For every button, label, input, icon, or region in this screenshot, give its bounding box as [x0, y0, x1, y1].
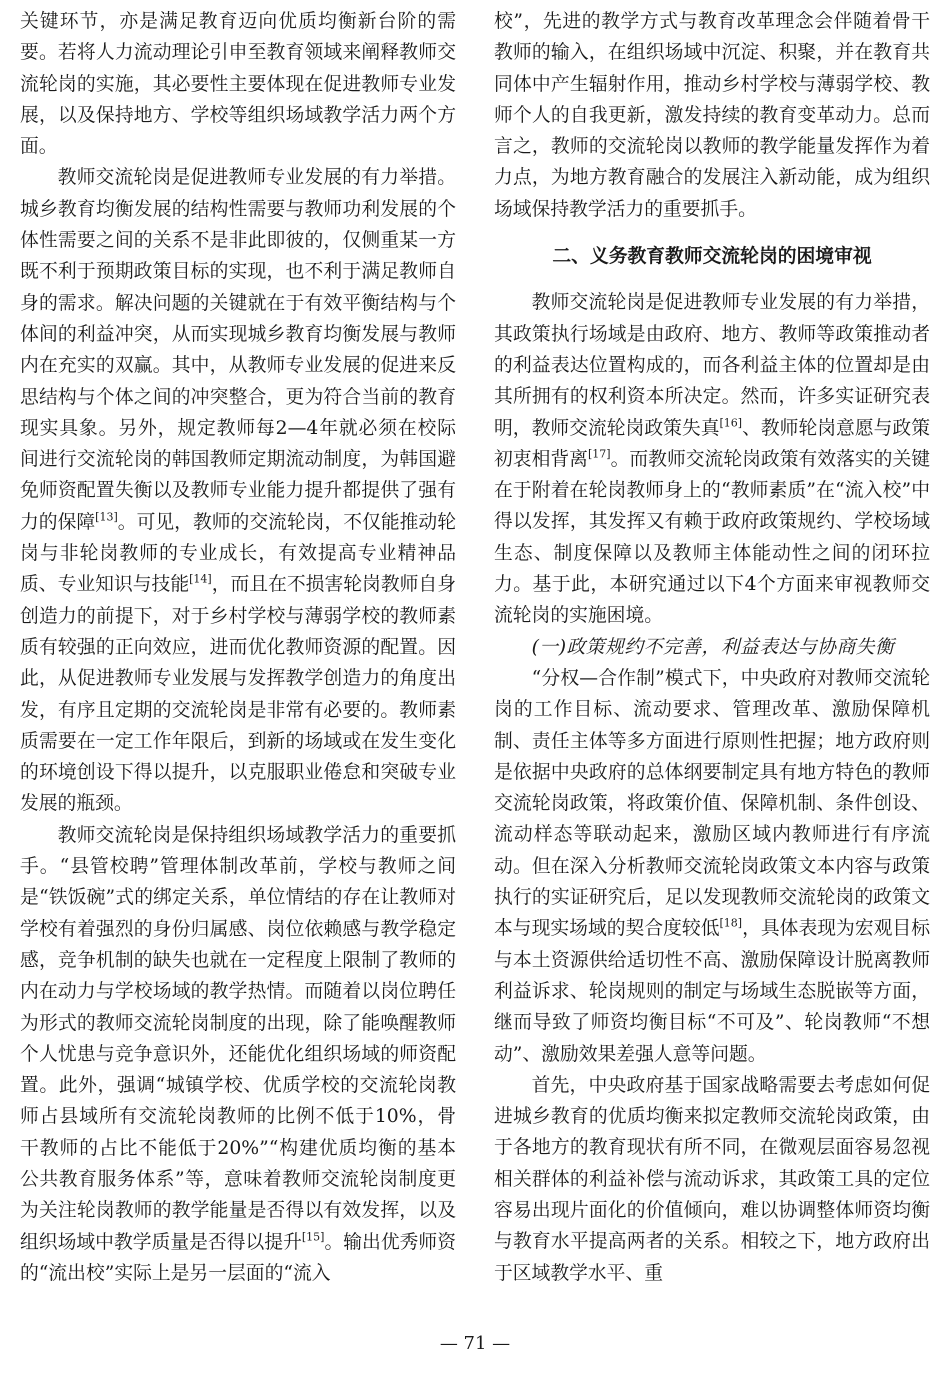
page-number: — 71 —: [439, 1333, 511, 1354]
paragraph: [494, 287, 930, 631]
text-run: 教师交流轮岗是促进教师专业发展的有力举措，其政策执行场域是由政府、地方、教师等政策推动者的利益表达位置构成的，而各利益主体的位置却是由其所拥有的权利资本所决定。然而，许多实证研究表明，教师交流轮岗政策失真: [494, 292, 930, 439]
citation[interactable]: [13]: [95, 510, 118, 524]
subsection-heading: (一)政策规约不完善，利益表达与协商失衡: [531, 636, 895, 658]
section-heading: 二、义务教育教师交流轮岗的困境审视: [552, 246, 872, 268]
right-column: [494, 6, 930, 1289]
paragraph: [20, 820, 456, 1289]
text-run: 。而教师交流轮岗政策有效落实的关键在于附着在轮岗教师身上的“教师素质”在“流入校”中得以发挥，其发挥又有赖于政府政策规约、学校场域生态、制度保障以及教师主体能动性之间的闭环拉力。基于此，本研究通过以下4个方面来审视教师交流轮岗的实施困境。: [494, 448, 931, 627]
citation[interactable]: [16]: [719, 416, 743, 430]
text-run: 。可见，教师的交流轮岗，不仅能推动轮岗与非轮岗教师的专业成长，有效提高专业精神品质、专业知识与技能: [20, 511, 457, 596]
text-run: 教师交流轮岗是促进教师专业发展的有力举措。城乡教育均衡发展的结构性需要与教师功利发展的个体性需要之间的关系不是非此即彼的，仅侧重某一方既不利于预期政策目标的实现，也不利于满足教师自身的需求。解决问题的关键就在于有效平衡结构与个体间的利益冲突，从而实现城乡教育均衡发展与教师内在充实的双赢。其中，从教师专业发展的促进来反思结构与个体之间的冲突整合，更为符合当前的教育现实具象。另外，规定教师每2—4年就必须在校际间进行交流轮岗的韩国教师定期流动制度，为韩国避免师资配置失衡以及教师专业能力提升都提供了强有力的保障: [20, 167, 456, 533]
text-run: ，而且在不损害轮岗教师自身创造力的前提下，对于乡村学校与薄弱学校的教师素质有较强的正向效应，进而优化教师资源的配置。因此，从促进教师专业发展与发挥教学创造力的角度出发，有序且定期的交流轮岗是非常有必要的。教师素质需要在一定工作年限后，到新的场域或在发生变化的环境创设下得以提升，以克服职业倦怠和突破专业发展的瓶颈。: [20, 574, 457, 815]
paragraph: [494, 663, 930, 1070]
text-run: “分权—合作制”模式下，中央政府对教师交流轮岗的工作目标、流动要求、管理改革、激励保障机制、责任主体等多方面进行原则性把握；地方政府则是依据中央政府的总体纲要制定具有地方特色的教师交流轮岗政策，将政策价值、保障机制、条件创设、流动样态等联动起来，激励区域内教师进行有序流动。但在深入分析教师交流轮岗政策文本内容与政策执行的实证研究后，足以发现教师交流轮岗的政策文本与现实场域的契合度较低: [494, 667, 930, 940]
paragraph: 校”，先进的教学方式与教育改革理念会伴随着骨干教师的输入，在组织场域中沉淀、积聚，并在教育共同体中产生辐射作用，推动乡村学校与薄弱学校、教师个人的自我更新，激发持续的教育变革动力。总而言之，教师的交流轮岗以教师的教学能量发挥作为着力点，为地方教育融合的发展注入新动能，成为组织场域保持教学活力的重要抓手。: [494, 11, 930, 220]
text-run: 教师交流轮岗是保持组织场域教学活力的重要抓手。“县管校聘”管理体制改革前，学校与教师之间是“铁饭碗”式的绑定关系，单位情结的存在让教师对学校有着强烈的身份归属感、岗位依赖感与教学稳定感，竞争机制的缺失也就在一定程度上限制了教师的内在动力与学校场域的教学热情。而随着以岗位聘任为形式的教师交流轮岗制度的出现，除了能唤醒教师个人忧患与竞争意识外，还能优化组织场域的师资配置。此外，强调“城镇学校、优质学校的交流轮岗教师占县域所有交流轮岗教师的比例不低于10%，骨干教师的占比不能低于20%”“构建优质均衡的基本公共教育服务体系”等，意味着教师交流轮岗制度更为关注轮岗教师的教学能量是否得以有效发挥，以及组织场域中教学质量是否得以提升: [20, 824, 456, 1253]
paragraph: 首先，中央政府基于国家战略需要去考虑如何促进城乡教育的优质均衡来拟定教师交流轮岗政策，由于各地方的教育现状有所不同，在微观层面容易忽视相关群体的利益补偿与流动诉求，其政策工具的定位容易出现片面化的价值倾向，难以协调整体师资均衡与教育水平提高两者的关系。相较之下，地方政府出于区域教学水平、重: [494, 1074, 930, 1284]
citation[interactable]: [18]: [719, 917, 743, 931]
text-run: ，具体表现为宏观目标与本土资源供给适切性不高、激励保障设计脱离教师利益诉求、轮岗规则的制定与场域生态脱嵌等方面，继而导致了师资均衡目标“不可及”、轮岗教师“不想动”、激励效果差强人意等问题。: [494, 918, 931, 1065]
citation[interactable]: [15]: [301, 1230, 325, 1244]
text-run: 。输出优秀师资的“流出校”实际上是另一层面的“流入: [20, 1231, 457, 1284]
citation[interactable]: [17]: [587, 447, 611, 461]
citation[interactable]: [14]: [189, 573, 212, 587]
left-column: [20, 6, 456, 1289]
text-run: 、教师轮岗意愿与政策初衷相背离: [494, 417, 931, 470]
paragraph: 关键环节，亦是满足教育迈向优质均衡新台阶的需要。若将人力流动理论引申至教育领域来阐释教师交流轮岗的实施，其必要性主要体现在促进教师专业发展，以及保持地方、学校等组织场域教学活力两个方面。: [20, 11, 456, 158]
paragraph: [20, 162, 456, 819]
